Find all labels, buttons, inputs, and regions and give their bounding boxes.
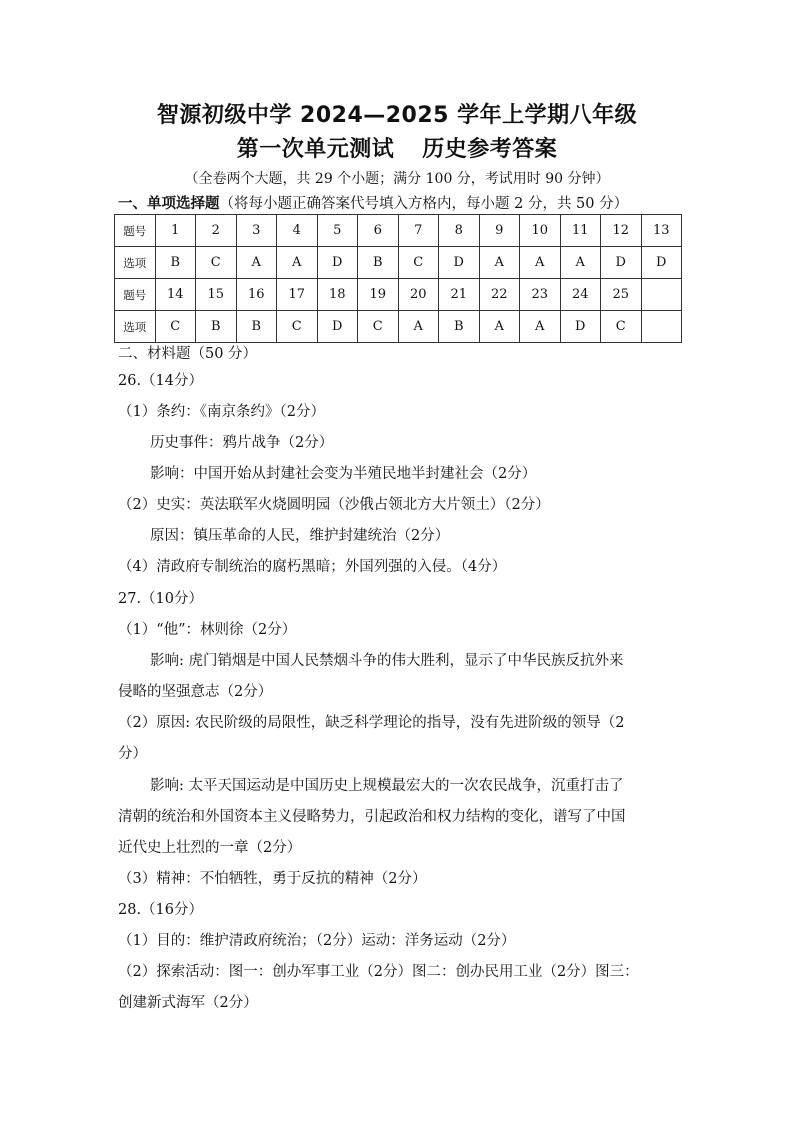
empty-cell <box>641 279 682 311</box>
question-number: 9 <box>479 215 520 247</box>
answer-cell: C <box>196 247 237 279</box>
row-label: 题号 <box>115 279 156 311</box>
answer-cell: D <box>560 311 601 343</box>
question-number: 18 <box>317 279 358 311</box>
answer-line: 创建新式海军（2分） <box>118 995 258 1011</box>
answer-line: 清朝的统治和外国资本主义侵略势力，引起政治和权力结构的变化，谱写了中国 <box>118 809 626 825</box>
answer-cell: B <box>236 311 277 343</box>
question-number: 12 <box>601 215 642 247</box>
answer-cell: B <box>155 247 196 279</box>
table-row <box>115 279 682 311</box>
question-number: 16 <box>236 279 277 311</box>
question-number: 10 <box>520 215 561 247</box>
answer-line: 原因：镇压革命的人民，维护封建统治（2分） <box>150 528 450 544</box>
answer-cell: B <box>196 311 237 343</box>
question-heading: 26.（14分） <box>118 373 204 389</box>
answer-cell: B <box>439 311 480 343</box>
question-number: 3 <box>236 215 277 247</box>
answer-cell: D <box>601 247 642 279</box>
question-number: 19 <box>358 279 399 311</box>
answer-cell: C <box>277 311 318 343</box>
answer-cell: B <box>358 247 399 279</box>
question-number: 21 <box>439 279 480 311</box>
answer-line: （3）精神：不怕牺牲，勇于反抗的精神（2分） <box>118 871 427 887</box>
answer-line: 侵略的坚强意志（2分） <box>118 684 273 700</box>
question-number: 14 <box>155 279 196 311</box>
answer-line: 分） <box>118 746 147 762</box>
page-title: 智源初级中学 2024—2025 学年上学期八年级 <box>156 103 638 128</box>
question-number: 6 <box>358 215 399 247</box>
answer-line: 影响: 虎门销烟是中国人民禁烟斗争的伟大胜利，显示了中华民族反抗外来 <box>150 653 624 669</box>
table-row <box>115 215 682 247</box>
section1-heading: 一、单项选择题 <box>118 196 220 212</box>
answer-cell: A <box>277 247 318 279</box>
answer-cell: A <box>236 247 277 279</box>
row-label: 题号 <box>115 215 156 247</box>
answer-line: 影响: 太平天国运动是中国历史上规模最宏大的一次农民战争，沉重打击了 <box>150 778 624 794</box>
row-label: 选项 <box>115 247 156 279</box>
empty-cell <box>641 311 682 343</box>
question-number: 22 <box>479 279 520 311</box>
answer-cell: C <box>155 311 196 343</box>
table-row <box>115 247 682 279</box>
answer-cell: D <box>641 247 682 279</box>
test-name: 第一次单元测试 <box>236 137 395 162</box>
answer-cell: A <box>479 311 520 343</box>
question-number: 2 <box>196 215 237 247</box>
question-number: 1 <box>155 215 196 247</box>
answer-cell: A <box>479 247 520 279</box>
answer-table <box>114 214 682 343</box>
answer-line: （1）条约：《南京条约》（2分） <box>118 404 325 420</box>
answer-line: （1）“他”：林则徐（2分） <box>118 622 297 638</box>
section1-note: （将每小题正确答案代号填入方格内，每小题 2 分，共 50 分） <box>219 196 629 212</box>
question-number: 15 <box>196 279 237 311</box>
answer-line: （2）原因: 农民阶级的局限性，缺乏科学理论的指导，没有先进阶级的领导（2 <box>118 715 625 731</box>
answer-cell: A <box>560 247 601 279</box>
answer-cell: C <box>398 247 439 279</box>
question-number: 23 <box>520 279 561 311</box>
answer-cell: A <box>398 311 439 343</box>
question-number: 17 <box>277 279 318 311</box>
question-heading: 27.（10分） <box>118 591 204 607</box>
row-label: 选项 <box>115 311 156 343</box>
answer-line: （4）清政府专制统治的腐朽黑暗；外国列强的入侵。（4分） <box>118 559 507 575</box>
question-number: 7 <box>398 215 439 247</box>
answer-cell: D <box>317 311 358 343</box>
question-number: 24 <box>560 279 601 311</box>
question-number: 20 <box>398 279 439 311</box>
answer-cell: A <box>520 247 561 279</box>
answer-cell: C <box>601 311 642 343</box>
answer-line: （1）目的：维护清政府统治；（2分）运动：洋务运动（2分） <box>118 933 516 949</box>
question-number: 13 <box>641 215 682 247</box>
section1-header <box>118 194 628 214</box>
table-row <box>115 311 682 343</box>
answer-line: （2）探索活动：图一：创办军事工业（2分）图二：创办民用工业（2分）图三： <box>118 964 639 980</box>
answer-cell: C <box>358 311 399 343</box>
answer-line: 历史事件：鸦片战争（2分） <box>150 435 334 451</box>
answer-line: 近代史上壮烈的一章（2分） <box>118 840 302 856</box>
section2-heading: 二、材料题（50 分） <box>118 346 258 362</box>
question-number: 8 <box>439 215 480 247</box>
question-heading: 28.（16分） <box>118 902 204 918</box>
question-number: 11 <box>560 215 601 247</box>
question-number: 5 <box>317 215 358 247</box>
answer-cell: D <box>439 247 480 279</box>
answer-line: （2）史实：英法联军火烧圆明园（沙俄占领北方大片领土）（2分） <box>118 497 550 513</box>
answer-cell: A <box>520 311 561 343</box>
answer-line: 影响：中国开始从封建社会变为半殖民地半封建社会（2分） <box>150 466 537 482</box>
exam-info: （全卷两个大题，共 29 个小题；满分 100 分，考试用时 90 分钟） <box>184 171 610 187</box>
question-number: 4 <box>277 215 318 247</box>
question-number: 25 <box>601 279 642 311</box>
answer-key-label: 历史参考答案 <box>422 137 558 162</box>
page-title-line2 <box>0 132 794 163</box>
answer-cell: D <box>317 247 358 279</box>
